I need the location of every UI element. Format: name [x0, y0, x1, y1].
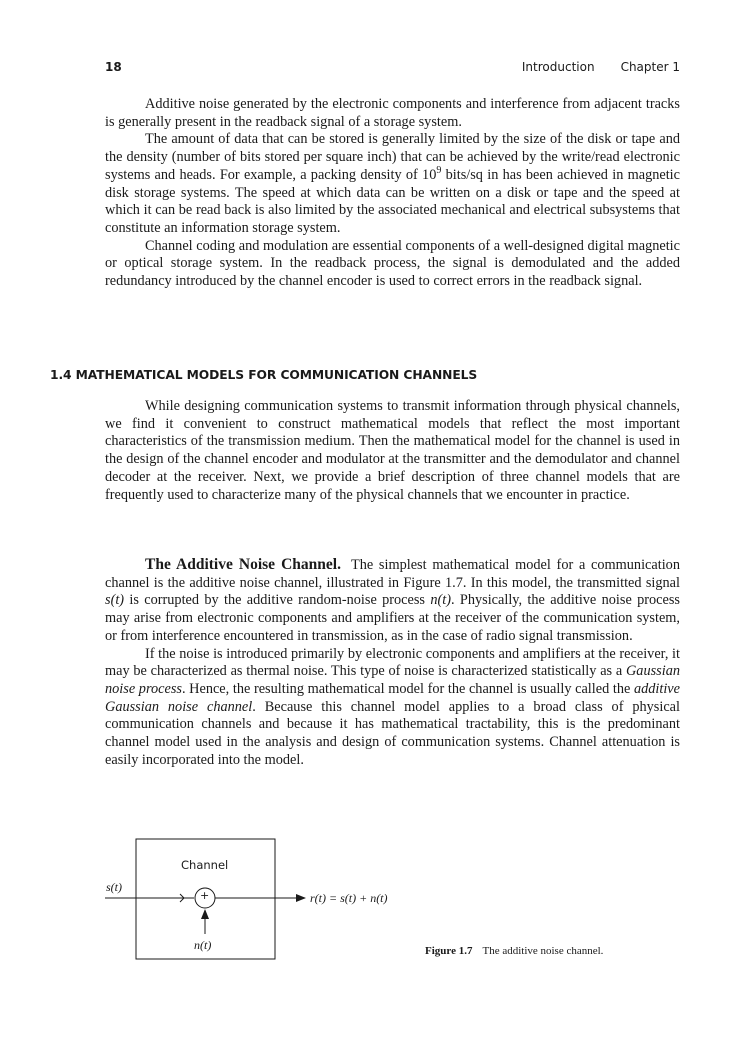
math-inline: s(t) [105, 592, 125, 609]
emphasis: Gaussian noise process [105, 663, 680, 697]
paragraph: While designing communication systems to transmit information through physical channels, we find it convenient to construct mathematical models that reflect the most important characteristics of the transmission medium. Then the mathematical model for the channel is used in the design of the channel encoder and modulator at the transmitter and the demodulator and channel decoder at the receiver. Next, we provide a brief description of three channel models that are frequently used to characterize many of the physical channels that we encounter in practice. [105, 398, 680, 503]
math-inline: n(t) [430, 592, 451, 609]
running-chapter: Chapter 1 [620, 60, 680, 74]
section-heading: 1.4 MATHEMATICAL MODELS FOR COMMUNICATION CHANNELS [50, 368, 478, 382]
caption-number: Figure 1.7 [425, 945, 473, 957]
running-head [105, 60, 680, 80]
subsection-title: The Additive Noise Channel. [145, 556, 341, 573]
channel-label: Channel [181, 858, 229, 872]
paragraph: If the noise is introduced primarily by electronic components and amplifiers at the receiver, it may be characterized as thermal noise. This type of noise is characterized statistically as a Gaussian noise process. Hence, the resulting mathematical model for the channel is usually called the additive Gaussian noise channel. Because this channel model applies to a broad class of physical communication channels and because it has mathematical tractability, this is the predominant channel model used in the analysis and design of communication systems. Channel attenuation is easily incorporated into the model. [105, 645, 680, 768]
paragraph: The Additive Noise Channel. The simplest mathematical model for a communication channel is the additive noise channel, illustrated in Figure 1.7. In this model, the transmitted signal s(t) is corrupted by the additive random-noise process n(t). Physically, the additive noise process may arise from electronic components and amplifiers at the receiver of the communication system, or from interference encountered in transmission, as in the case of radio signal transmission. [105, 556, 680, 644]
caption-text: The additive noise channel. [482, 945, 604, 957]
emphasis: additive Gaussian noise channel [105, 680, 680, 715]
additive-noise-subsection [105, 556, 680, 769]
superscript: 9 [436, 165, 442, 177]
input-label: s(t) [106, 880, 122, 894]
paragraph: The amount of data that can be stored is generally limited by the size of the disk or tape and the density (number of bits stored per square inch) that can be achieved by the write/read electronic systems and heads. For example, a packing density of $10^9$ bits/sq in has been achieved in magnetic disk storage systems. The speed at which data can be written on a disk or tape and the speed at which it can be read back is also limited by the associated mechanical and electrical subsystems that constitute an information storage system. [105, 131, 680, 236]
figure-additive-noise-channel [100, 838, 440, 964]
figure-caption [425, 945, 603, 957]
page-number: 18 [105, 60, 122, 74]
section-intro [105, 398, 680, 504]
output-label: r(t) = s(t) + n(t) [310, 891, 388, 905]
paragraph: Additive noise generated by the electronic components and interference from adjacent tracks is generally present in the readback signal of a storage system. [105, 96, 680, 130]
running-section: Introduction [521, 60, 595, 74]
noise-label: n(t) [194, 938, 212, 952]
running-title [522, 60, 680, 74]
storage-paragraphs [105, 96, 680, 291]
paragraph: Channel coding and modulation are essential components of a well-designed digital magnetic or optical storage system. In the readback process, the signal is demodulated and the added redundancy introduced by the channel encoder is used to correct errors in the readback signal. [105, 237, 680, 290]
adder-symbol: + [200, 889, 210, 902]
channel-diagram [100, 838, 440, 964]
